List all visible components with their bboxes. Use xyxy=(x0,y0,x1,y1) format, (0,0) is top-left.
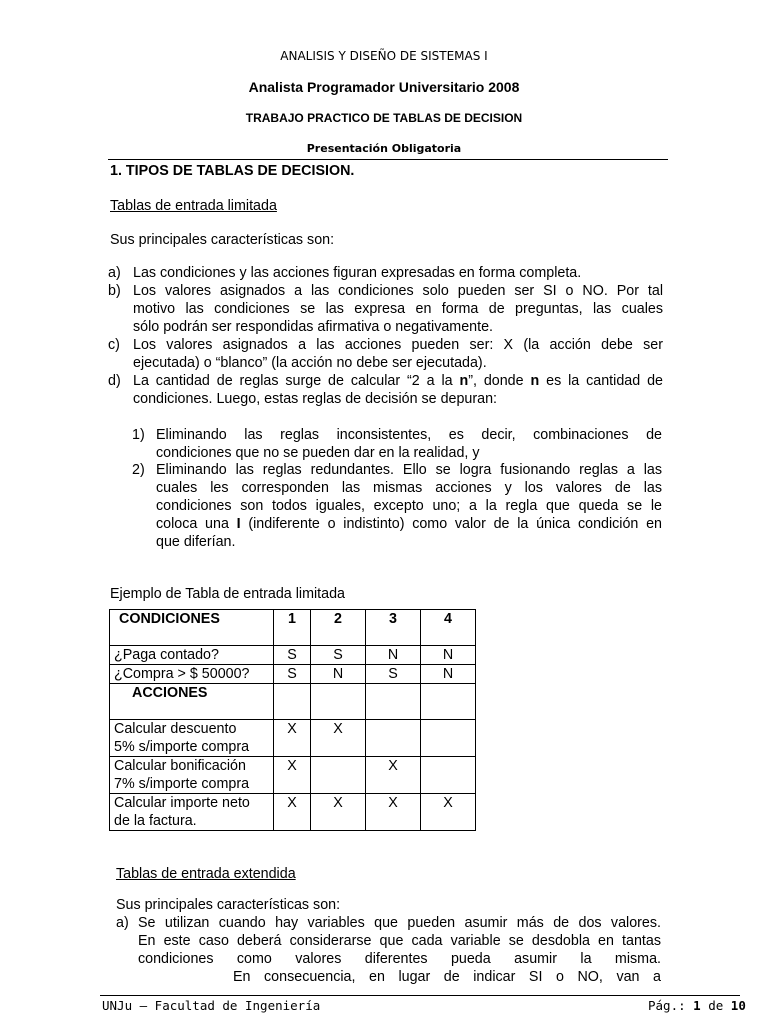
assignment-note: Presentación Obligatoria xyxy=(306,142,462,155)
conditions-header: CONDICIONES xyxy=(110,610,274,646)
table-row xyxy=(110,646,476,665)
condition-value: N xyxy=(366,646,421,665)
condition-value: S xyxy=(274,646,311,665)
list-item xyxy=(108,372,663,408)
empty-cell xyxy=(311,684,366,720)
footer-institution: UNJu – Facultad de Ingeniería xyxy=(102,998,321,1013)
action-value xyxy=(366,720,421,757)
list-item-label: c) xyxy=(108,337,120,353)
sub-list-item-line: que diferían. xyxy=(156,534,236,550)
section-subtitle: Tablas de entrada extendida xyxy=(116,866,296,882)
list-item-line: motivo las condiciones se las expresa en forma de preguntas, las cuales xyxy=(133,301,663,317)
course-title: ANALISIS Y DISEÑO DE SISTEMAS I xyxy=(280,49,488,63)
header-divider xyxy=(108,159,668,160)
sub-list-item-line: condiciones son todos iguales, excepto uno; a la regla que queda se le xyxy=(156,498,662,514)
sub-list-item-label: 1) xyxy=(132,427,145,443)
action-value: X xyxy=(311,794,366,831)
table-row xyxy=(110,665,476,684)
section-title: 1. TIPOS DE TABLAS DE DECISION. xyxy=(110,163,355,179)
action-value: X xyxy=(311,720,366,757)
action-label: Calcular bonificación 7% s/importe compra xyxy=(110,757,274,794)
list-item-line: ejecutada) o “blanco” (la acción no debe ser ejecutada). xyxy=(133,355,487,371)
list-item xyxy=(116,914,661,986)
list-item xyxy=(108,264,663,282)
rule-number: 1 xyxy=(274,610,311,646)
condition-value: N xyxy=(421,646,476,665)
action-value xyxy=(421,757,476,794)
sub-list-item-line: coloca una I (indiferente o indistinto) como valor de la única condición en xyxy=(156,516,663,532)
empty-cell xyxy=(421,684,476,720)
list-item-label: a) xyxy=(108,265,121,281)
condition-value: S xyxy=(274,665,311,684)
list-item-line: Se utilizan cuando hay variables que pueden asumir más de dos valores. xyxy=(138,915,661,931)
list-item-line: La cantidad de reglas surge de calcular “2 a la n”, donde n es la cantidad de xyxy=(133,373,663,389)
rule-number: 3 xyxy=(366,610,421,646)
action-label: Calcular descuento 5% s/importe compra xyxy=(110,720,274,757)
list-item-line: En este caso deberá considerarse que cada variable se desdobla en tantas xyxy=(138,933,661,949)
list-item-line: condiciones como valores diferentes pueda asumir la misma. xyxy=(138,951,661,967)
action-value xyxy=(311,757,366,794)
sub-list-item-line: condiciones que no se pueden dar en la realidad, y xyxy=(156,445,480,461)
condition-value: S xyxy=(366,665,421,684)
list-item-label: a) xyxy=(116,915,129,931)
section-subtitle: Tablas de entrada limitada xyxy=(110,198,277,214)
action-value: X xyxy=(366,757,421,794)
footer-divider xyxy=(100,995,740,996)
rule-number: 2 xyxy=(311,610,366,646)
table-row xyxy=(110,794,476,831)
list-item xyxy=(108,282,663,336)
sub-list-item-label: 2) xyxy=(132,462,145,478)
rule-number: 4 xyxy=(421,610,476,646)
condition-label: ¿Compra > $ 50000? xyxy=(110,665,274,684)
sub-list-item-line: Eliminando las reglas redundantes. Ello se logra fusionando reglas a las xyxy=(156,462,662,478)
actions-header: ACCIONES xyxy=(110,684,274,720)
list-item-line: Las condiciones y las acciones figuran expresadas en forma completa. xyxy=(133,265,582,281)
action-value: X xyxy=(421,794,476,831)
sub-list-item xyxy=(132,426,662,462)
table-row xyxy=(110,757,476,794)
sub-list-item-line: cuales les corresponden las mismas acciones y los valores de las xyxy=(156,480,662,496)
page-number: Pág.: 1 de 10 xyxy=(648,998,746,1013)
table-caption: Ejemplo de Tabla de entrada limitada xyxy=(110,586,345,602)
condition-value: S xyxy=(311,646,366,665)
table-row xyxy=(110,684,476,720)
list-item-label: d) xyxy=(108,373,121,389)
assignment-title: TRABAJO PRACTICO DE TABLAS DE DECISION xyxy=(245,111,523,125)
list-item-line: condiciones. Luego, estas reglas de decisión se depuran: xyxy=(133,391,498,407)
sub-list-item-line: Eliminando las reglas inconsistentes, es decir, combinaciones de xyxy=(156,427,662,443)
table-row xyxy=(110,720,476,757)
condition-label: ¿Paga contado? xyxy=(110,646,274,665)
action-value: X xyxy=(274,720,311,757)
list-item xyxy=(108,336,663,372)
program-title: Analista Programador Universitario 2008 xyxy=(248,79,520,95)
action-label: Calcular importe neto de la factura. xyxy=(110,794,274,831)
decision-table xyxy=(109,609,476,831)
action-value xyxy=(421,720,476,757)
action-value: X xyxy=(274,794,311,831)
section-intro: Sus principales características son: xyxy=(116,897,341,913)
sub-list-item xyxy=(132,461,662,551)
condition-value: N xyxy=(311,665,366,684)
list-item-line: sólo podrán ser respondidas afirmativa o negativamente. xyxy=(133,319,494,335)
list-item-line: Los valores asignados a las condiciones solo pueden ser SI o NO. Por tal xyxy=(133,283,663,299)
empty-cell xyxy=(366,684,421,720)
condition-value: N xyxy=(421,665,476,684)
section-intro: Sus principales características son: xyxy=(110,232,335,248)
list-item-label: b) xyxy=(108,283,121,299)
action-value: X xyxy=(366,794,421,831)
list-item-line: En consecuencia, en lugar de indicar SI o NO, van a xyxy=(233,969,661,985)
empty-cell xyxy=(274,684,311,720)
table-row xyxy=(110,610,476,646)
list-item-line: Los valores asignados a las acciones pueden ser: X (la acción debe ser xyxy=(133,337,663,353)
action-value: X xyxy=(274,757,311,794)
